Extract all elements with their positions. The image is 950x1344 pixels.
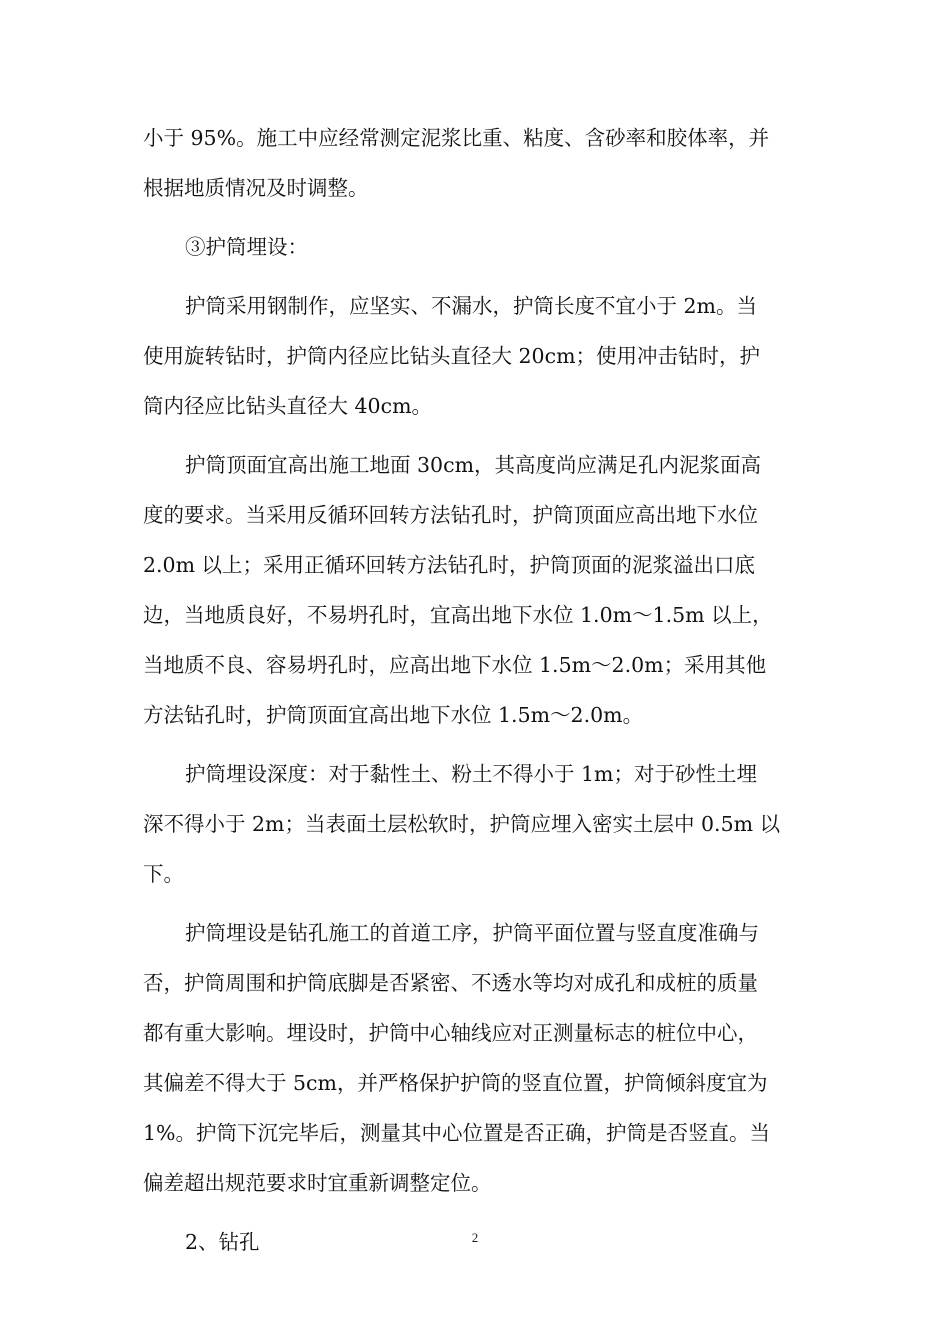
text-line: 护筒埋设是钻孔施工的首道工序，护筒平面位置与竖直度准确与 bbox=[185, 921, 759, 945]
text-line: 筒内径应比钻头直径大 40cm。 bbox=[143, 394, 433, 418]
section-heading bbox=[143, 222, 808, 272]
text-line: 否，护筒周围和护筒底脚是否紧密、不透水等均对成孔和成桩的质量 bbox=[143, 971, 758, 995]
page-number: 2 bbox=[471, 1230, 479, 1245]
text-line: 方法钻孔时，护筒顶面宜高出地下水位 1.5m～2.0m。 bbox=[143, 703, 644, 727]
text-line: 使用旋转钻时，护筒内径应比钻头直径大 20cm；使用冲击钻时，护 bbox=[143, 344, 761, 368]
text-line: 当地质不良、容易坍孔时，应高出地下水位 1.5m～2.0m；采用其他 bbox=[143, 653, 767, 677]
text-line: 小于 95%。施工中应经常测定泥浆比重、粘度、含砂率和胶体率，并 bbox=[143, 126, 770, 150]
text-line: 护筒埋设深度：对于黏性土、粉土不得小于 1m；对于砂性土埋 bbox=[185, 762, 757, 786]
document-body bbox=[143, 113, 808, 1267]
paragraph bbox=[143, 440, 808, 740]
text-line: 偏差超出规范要求时宜重新调整定位。 bbox=[143, 1171, 492, 1195]
heading-text: ③护筒埋设： bbox=[185, 235, 308, 259]
text-line: 都有重大影响。埋设时，护筒中心轴线应对正测量标志的桩位中心， bbox=[143, 1021, 758, 1045]
text-line: 护筒采用钢制作，应坚实、不漏水，护筒长度不宜小于 2m。当 bbox=[185, 294, 757, 318]
text-line: 下。 bbox=[143, 862, 184, 886]
text-line: 根据地质情况及时调整。 bbox=[143, 176, 369, 200]
heading-text: 2、钻孔 bbox=[185, 1230, 260, 1254]
text-line: 边，当地质良好，不易坍孔时，宜高出地下水位 1.0m～1.5m 以上， bbox=[143, 603, 773, 627]
text-line: 1%。护筒下沉完毕后，测量其中心位置是否正确，护筒是否竖直。当 bbox=[143, 1121, 771, 1145]
text-line: 深不得小于 2m；当表面土层松软时，护筒应埋入密实土层中 0.5m 以 bbox=[143, 812, 781, 836]
paragraph bbox=[143, 281, 808, 431]
paragraph bbox=[143, 749, 808, 899]
text-line: 2.0m 以上；采用正循环回转方法钻孔时，护筒顶面的泥浆溢出口底 bbox=[143, 553, 756, 577]
text-line: 护筒顶面宜高出施工地面 30cm，其高度尚应满足孔内泥浆面高 bbox=[185, 453, 762, 477]
paragraph bbox=[143, 908, 808, 1208]
text-line: 其偏差不得大于 5cm，并严格保护护筒的竖直位置，护筒倾斜度宜为 bbox=[143, 1071, 768, 1095]
text-line: 度的要求。当采用反循环回转方法钻孔时，护筒顶面应高出地下水位 bbox=[143, 503, 758, 527]
paragraph bbox=[143, 113, 808, 213]
